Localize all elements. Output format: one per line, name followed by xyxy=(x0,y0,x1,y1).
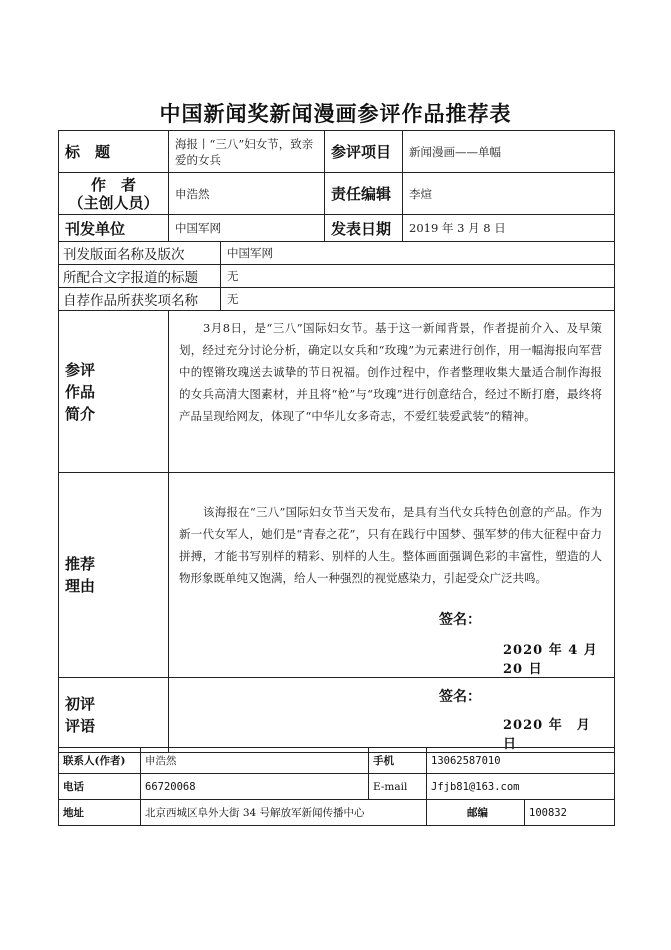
label-postcode: 邮编 xyxy=(427,800,525,826)
editor-value: 李煊 xyxy=(403,173,615,215)
awards-value: 无 xyxy=(221,288,615,311)
label-review-text: 初评 评语 xyxy=(65,695,96,735)
label-unit: 刊发单位 xyxy=(59,215,169,242)
recommendation-form xyxy=(58,130,615,753)
label-reason xyxy=(59,473,169,678)
label-intro-text: 参评 作品 简介 xyxy=(65,360,96,423)
reason-cell xyxy=(169,473,615,678)
label-mobile: 手机 xyxy=(369,748,427,774)
label-awards: 自荐作品所获奖项名称 xyxy=(59,288,221,311)
related-report-value: 无 xyxy=(221,265,615,288)
title-value: 海报丨“三八”妇女节，致亲爱的女兵 xyxy=(169,131,325,173)
postcode-value: 100832 xyxy=(525,800,615,826)
label-address: 地址 xyxy=(59,800,141,826)
label-contact-person: 联系人(作者) xyxy=(59,748,141,774)
label-editor: 责任编辑 xyxy=(325,173,403,215)
label-reason-text: 推荐 理由 xyxy=(65,555,96,595)
document-title: 中国新闻奖新闻漫画参评作品推荐表 xyxy=(159,101,512,126)
label-author-sub: （主创人员） xyxy=(68,193,159,212)
review-signature: 签名： xyxy=(439,689,481,705)
label-author-main: 作 者 xyxy=(90,175,136,194)
intro-cell xyxy=(169,311,615,473)
label-author xyxy=(59,173,169,215)
label-category: 参评项目 xyxy=(325,131,403,173)
mobile-value: 13062587010 xyxy=(427,748,615,774)
label-email: E-mail xyxy=(369,774,427,800)
reason-text: 该海报在“三八”国际妇女节当天发布，是具有当代女兵特色创意的产品。作为新一代女军人，她们是“青春之花”，只有在践行中国梦、强军梦的伟大征程中奋力拼搏，才能书写别样的精彩、别样的人生。整体画面强调色彩的丰富性，塑造的人物形象既单纯又饱满，给人一种强烈的视觉感染力，引起受众广泛共鸣。 xyxy=(179,505,603,585)
label-phone: 电话 xyxy=(59,774,141,800)
category-value: 新闻漫画——单幅 xyxy=(403,131,615,173)
address-value: 北京西城区阜外大街 34 号解放军新闻传播中心 xyxy=(141,800,427,826)
review-cell xyxy=(169,678,615,753)
review-date: 2020 年 月 日 xyxy=(503,718,605,752)
label-review xyxy=(59,678,169,753)
reason-signature: 签名： xyxy=(439,612,481,628)
label-intro xyxy=(59,311,169,473)
contact-person: 申浩然 xyxy=(141,748,369,774)
reason-date: 2020 年 4 月 20 日 xyxy=(503,643,598,677)
intro-text: 3月8日，是“三八”国际妇女节。基于这一新闻背景，作者提前介入、及早策划，经过充分讨论分析，确定以女兵和“玫瑰”为元素进行创作，用一幅海报向军营中的铿锵玫瑰送去诚挚的节日祝福。创作过程中，作者整理收集大量适合制作海报的女兵高清大图素材，并且将“枪”与“玫瑰”进行创意结合，经过不断打磨，最终将产品呈现给网友，体现了“中华儿女多奇志，不爱红装爱武装”的精神。 xyxy=(179,321,603,423)
phone-value: 66720068 xyxy=(141,774,369,800)
email-value: Jfjb81@163.com xyxy=(427,774,615,800)
date-value: 2019 年 3 月 8 日 xyxy=(403,215,615,242)
label-title: 标 题 xyxy=(59,131,169,173)
label-related-report: 所配合文字报道的标题 xyxy=(59,265,221,288)
label-layout: 刊发版面名称及版次 xyxy=(59,242,221,265)
label-date: 发表日期 xyxy=(325,215,403,242)
contact-table xyxy=(58,747,615,826)
author-value: 申浩然 xyxy=(169,173,325,215)
layout-value: 中国军网 xyxy=(221,242,615,265)
unit-value: 中国军网 xyxy=(169,215,325,242)
